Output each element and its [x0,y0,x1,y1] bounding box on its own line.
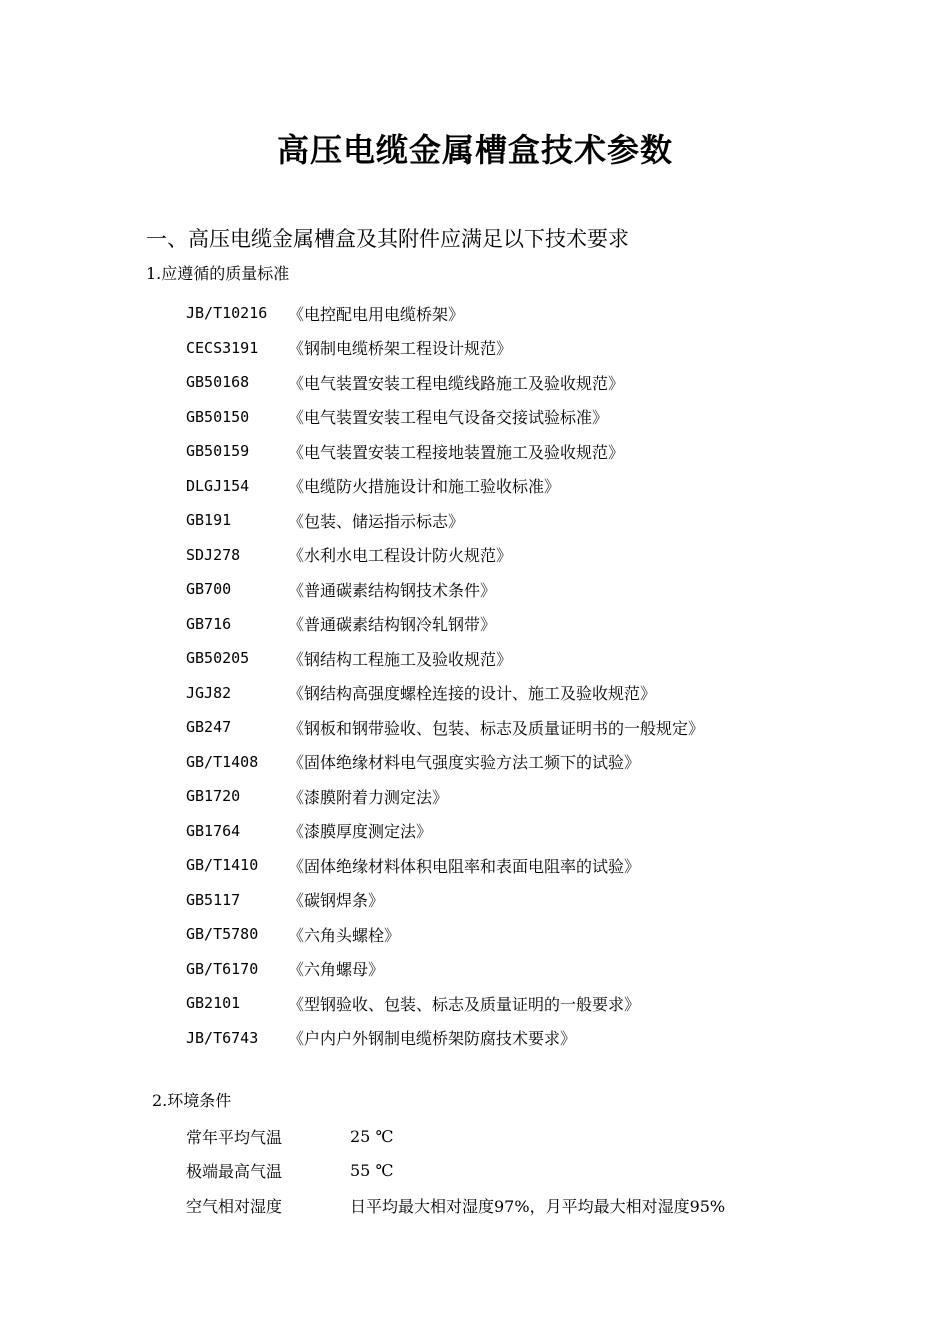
list-item [186,503,704,538]
standard-code: GB50159 [186,442,250,461]
standard-code: GB50205 [186,649,250,668]
quality-standards-heading: 1.应遵循的质量标准 [146,264,290,283]
standard-code: JGJ82 [186,683,232,702]
standard-name: 《六角螺母》 [288,960,385,980]
standard-name: 《钢制电缆桥架工程设计规范》 [288,339,513,359]
standard-code: GB/T5780 [186,925,259,944]
document-title: 高压电缆金属槽盒技术参数 [276,131,673,169]
standard-name: 《固体绝缘材料体积电阻率和表面电阻率的试验》 [288,856,641,876]
condition-row [186,1154,725,1189]
standard-name: 《普通碳素结构钢冷轧钢带》 [288,615,497,635]
standard-code: GB700 [186,580,232,599]
environment-conditions [186,1119,725,1223]
standard-code: JB/T6743 [186,1028,259,1047]
list-item [186,469,704,504]
standard-code: SDJ278 [186,545,241,564]
condition-value: 日平均最大相对湿度97%，月平均最大相对湿度95% [350,1196,726,1216]
standard-code: GB50168 [186,373,250,392]
standard-name: 《型钢验收、包装、标志及质量证明的一般要求》 [288,994,641,1014]
list-item [186,296,704,331]
list-item [186,986,704,1021]
condition-value: 25 ℃ [350,1126,394,1146]
standard-code: JB/T10216 [186,304,268,323]
list-item [186,848,704,883]
standard-name: 《漆膜厚度测定法》 [288,822,433,842]
standard-code: GB1720 [186,787,241,806]
list-item [186,538,704,573]
standards-list [186,296,704,1055]
standard-code: CECS3191 [186,338,259,357]
condition-label: 常年平均气温 [186,1127,283,1147]
list-item [186,365,704,400]
standard-name: 《水利水电工程设计防火规范》 [288,546,513,566]
condition-row [186,1119,725,1154]
list-item [186,952,704,987]
list-item [186,917,704,952]
condition-label: 极端最高气温 [186,1162,283,1182]
standard-name: 《电气装置安装工程接地装置施工及验收规范》 [288,442,625,462]
list-item [186,814,704,849]
standard-code: GB1764 [186,821,241,840]
standard-name: 《电气装置安装工程电缆线路施工及验收规范》 [288,373,625,393]
standard-name: 《固体绝缘材料电气强度实验方法工频下的试验》 [288,753,641,773]
standard-code: GB716 [186,614,232,633]
list-item [186,331,704,366]
standard-name: 《钢结构工程施工及验收规范》 [288,649,513,669]
list-item [186,434,704,469]
standard-code: GB50150 [186,407,250,426]
standard-code: GB247 [186,718,232,737]
standard-code: GB/T1410 [186,856,259,875]
standard-name: 《电缆防火措施设计和施工验收标准》 [288,477,561,497]
list-item [186,400,704,435]
standard-name: 《钢板和钢带验收、包装、标志及质量证明书的一般规定》 [288,718,705,738]
standard-name: 《包装、储运指示标志》 [288,511,465,531]
standard-code: GB/T1408 [186,752,259,771]
condition-value: 55 ℃ [350,1161,394,1181]
standard-name: 《漆膜附着力测定法》 [288,787,449,807]
list-item [186,779,704,814]
list-item [186,883,704,918]
list-item [186,607,704,642]
list-item [186,641,704,676]
standard-code: GB191 [186,511,232,530]
list-item [186,676,704,711]
section-heading: 一、高压电缆金属槽盒及其附件应满足以下技术要求 [146,227,629,251]
standard-name: 《六角头螺栓》 [288,925,401,945]
standard-name: 《普通碳素结构钢技术条件》 [288,580,497,600]
standard-code: GB/T6170 [186,959,259,978]
list-item [186,1021,704,1056]
standard-code: DLGJ154 [186,476,250,495]
list-item [186,572,704,607]
standard-code: GB5117 [186,890,241,909]
standard-name: 《户内户外钢制电缆桥架防腐技术要求》 [288,1029,577,1049]
standard-name: 《电控配电用电缆桥架》 [288,304,465,324]
condition-label: 空气相对湿度 [186,1196,283,1216]
standard-name: 《钢结构高强度螺栓连接的设计、施工及验收规范》 [288,684,657,704]
list-item [186,745,704,780]
standard-name: 《电气装置安装工程电气设备交接试验标准》 [288,408,609,428]
list-item [186,710,704,745]
environment-heading: 2.环境条件 [152,1091,232,1110]
condition-row [186,1188,725,1223]
standard-code: GB2101 [186,994,241,1013]
standard-name: 《碳钢焊条》 [288,891,385,911]
